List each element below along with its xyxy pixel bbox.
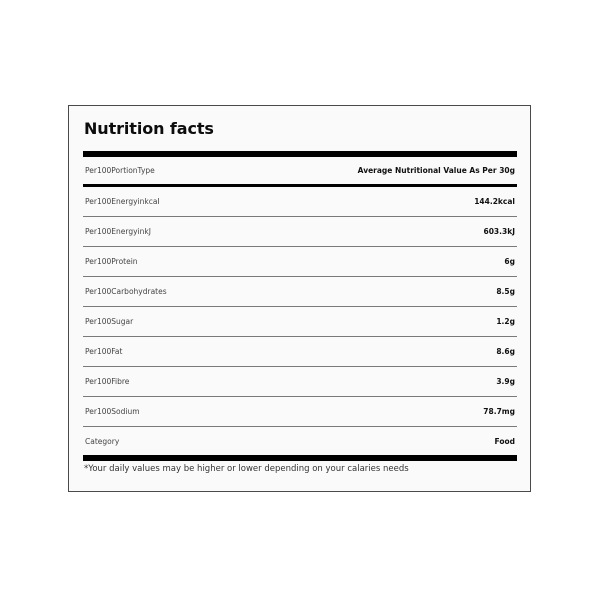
table-row-fibre bbox=[83, 367, 517, 397]
row-label: Category bbox=[85, 436, 120, 446]
table-row-energy-kcal bbox=[83, 187, 517, 217]
table-row-energy-kj bbox=[83, 217, 517, 247]
row-label: Per100Fat bbox=[85, 347, 123, 356]
table-row-fat bbox=[83, 337, 517, 367]
row-value: 1.2g bbox=[496, 317, 515, 326]
row-value: Average Nutritional Value As Per 30g bbox=[357, 166, 515, 175]
row-value: 144.2kcal bbox=[474, 197, 515, 206]
row-value: 6g bbox=[504, 257, 515, 266]
table-row-carbohydrates bbox=[83, 277, 517, 307]
row-label: Per100EnergyinkcaI bbox=[85, 197, 160, 206]
row-value: 8.6g bbox=[496, 347, 515, 356]
table-row-sugar bbox=[83, 307, 517, 337]
row-value: 603.3kJ bbox=[483, 227, 515, 236]
nutrition-facts-panel bbox=[68, 105, 531, 492]
footnote: *Your daily values may be higher or lower depending on your calaries needs bbox=[84, 464, 409, 474]
row-label: Per100Fibre bbox=[85, 377, 130, 386]
row-value: Food bbox=[494, 436, 515, 446]
table-row-protein bbox=[83, 247, 517, 277]
row-label: Per100Sodium bbox=[85, 407, 140, 416]
row-value: 78.7mg bbox=[483, 407, 515, 416]
table-row-portion-type bbox=[83, 157, 517, 187]
table-row-category bbox=[83, 427, 517, 455]
row-value: 3.9g bbox=[496, 377, 515, 386]
row-label: Per100PortionType bbox=[85, 166, 155, 175]
row-value: 8.5g bbox=[496, 287, 515, 296]
row-label: Per100EnergyinkJ bbox=[85, 227, 151, 236]
nutrition-table bbox=[83, 157, 517, 455]
footer-divider bbox=[83, 455, 517, 461]
row-label: Per100Protein bbox=[85, 257, 138, 266]
row-label: Per100Carbohydrates bbox=[85, 287, 167, 296]
row-label: Per100Sugar bbox=[85, 317, 134, 326]
panel-title: Nutrition facts bbox=[84, 119, 214, 138]
table-row-sodium bbox=[83, 397, 517, 427]
